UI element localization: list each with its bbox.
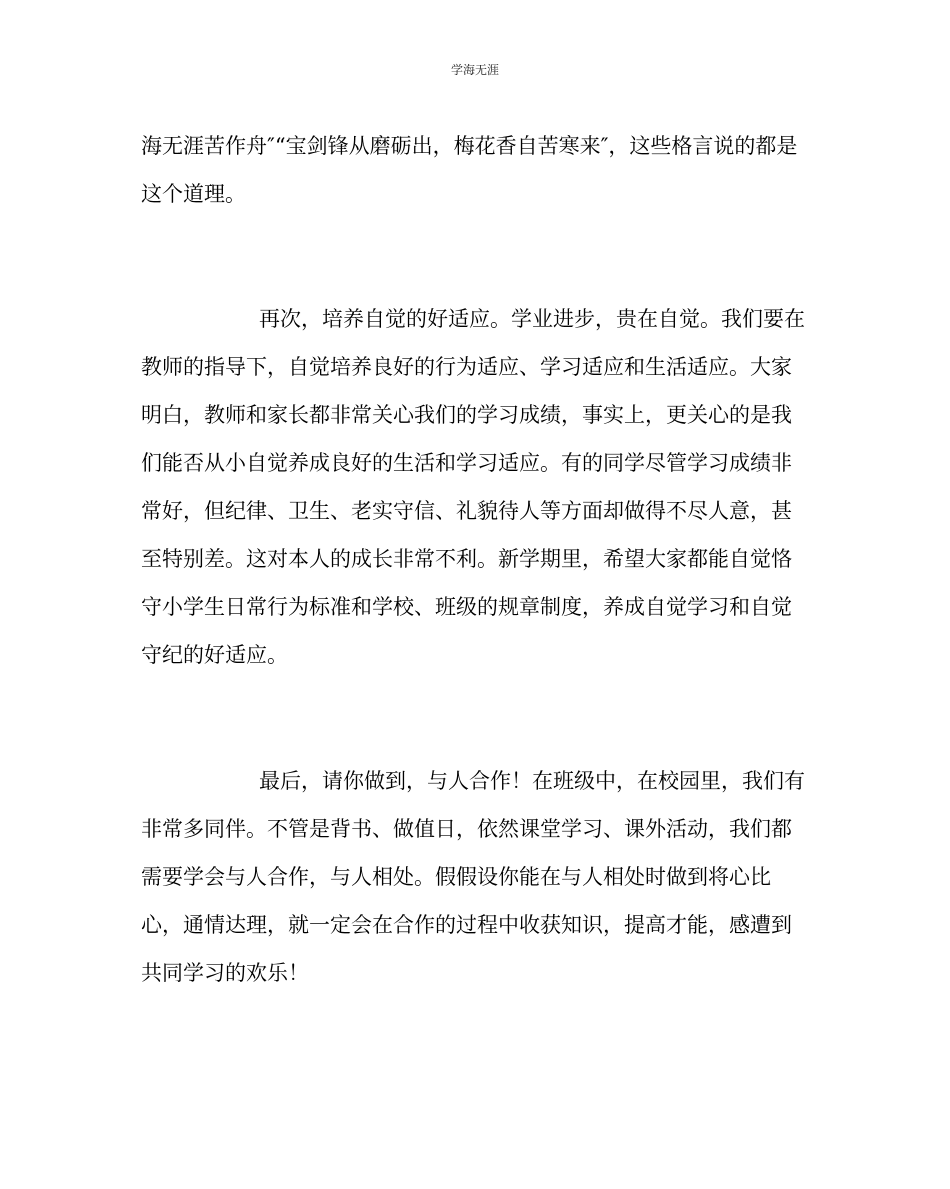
- paragraph-2: 再次，培养自觉的好适应。学业进步，贵在自觉。我们要在教师的指导下，自觉培养良好的行为适应、学习适应和生活适应。大家明白，教师和家长都非常关心我们的学习成绩，事实上，更关心的是我们能否从小自觉养成良好的生活和学习适应。有的同学尽管学习成绩非常好，但纪律、卫生、老实守信、礼貌待人等方面却做得不尽人意，甚至特别差。这对本人的成长非常不利。新学期里，希望大家都能自觉恪守小学生日常行为标准和学校、班级的规章制度，养成自觉学习和自觉守纪的好适应。: [141, 307, 805, 667]
- paragraph-3: 最后，请你做到，与人合作！在班级中，在校园里，我们有非常多同伴。不管是背书、做值日，依然课堂学习、课外活动，我们都需要学会与人合作，与人相处。假假设你能在与人相处时做到将心比心，通情达理，就一定会在合作的过程中收获知识，提高才能，感遭到共同学习的欢乐！: [141, 769, 805, 985]
- paragraph-1: 海无涯苦作舟″“宝剑锋从磨砺出，梅花香自苦寒来″，这些格言说的都是这个道理。: [141, 134, 798, 206]
- page-header: 学海无涯: [450, 63, 499, 77]
